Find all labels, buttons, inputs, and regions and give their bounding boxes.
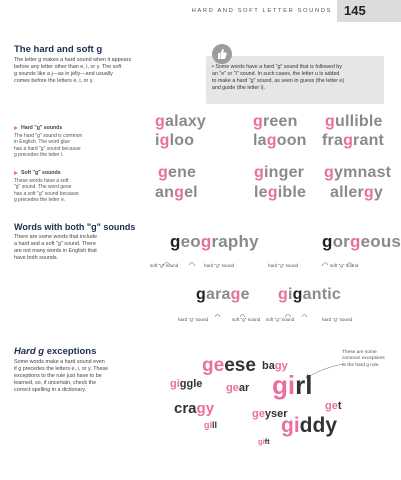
word-garage: garage — [196, 286, 250, 303]
label-gor-hard: hard "g" sound — [268, 263, 299, 268]
word-geese: geese — [202, 355, 256, 376]
thumbs-up-icon — [212, 44, 232, 64]
word-angel: angel — [155, 184, 198, 201]
word-giggle: giggle — [170, 378, 203, 390]
word-gene: gene — [158, 164, 197, 181]
page-number: 145 — [344, 3, 366, 18]
word-gear: gear — [226, 382, 250, 394]
word-galaxy: galaxy — [155, 113, 207, 130]
word-lagoon: lagoon — [253, 132, 307, 149]
exceptions-title: Hard g exceptions — [14, 346, 97, 357]
triangle-bullet-icon — [14, 126, 18, 130]
hard-sounds-text: The hard "g" sound is common in English. The word glue has a hard "g" sound because g precedes the letter l. — [14, 133, 83, 159]
hard-sounds-label: Hard "g" sounds — [14, 125, 62, 131]
section-header: HARD AND SOFT LETTER SOUNDS — [191, 8, 332, 14]
word-gymnast: gymnast — [324, 164, 392, 181]
tip-text: • Some words have a hard "g" sound that is followed by an "e" or "i" sound. In such cases, the letter u is added to make a hard "g" sound, as seen in guess (the letter e) and guide (the letter i). — [212, 64, 345, 91]
label-gar-hard: hard "g" sound — [178, 317, 209, 322]
exceptions-text: Some words make a hard sound even if g precedes the letters e, i, or y. These exceptions to the rule just have to be learned, so, if uncertain, check the correct spelling in a dictionary. — [14, 359, 109, 393]
label-gig-hard: hard "g" sound — [322, 317, 353, 322]
word-gift: gift — [258, 437, 270, 446]
soft-sounds-text: These words have a soft "g" sound. The word gene has a soft "g" sound because g precedes the letter e. — [14, 178, 79, 204]
word-gullible: gullible — [325, 113, 383, 130]
word-ginger: ginger — [254, 164, 305, 181]
both-text: There are some words that include a hard and a soft "g" sound. There are not many words in English that have both sounds. — [14, 234, 97, 261]
intro-title: The hard and soft g — [14, 44, 103, 55]
both-title: Words with both "g" sounds — [14, 222, 136, 232]
word-baggy: bagy — [262, 360, 288, 372]
triangle-bullet-icon — [14, 171, 18, 175]
label-gig-soft: soft "g" sound — [266, 317, 295, 322]
word-geyser: geyser — [252, 408, 288, 420]
word-girl: girl — [272, 370, 313, 400]
word-gill: gill — [204, 420, 218, 430]
word-giddy: giddy — [281, 414, 338, 437]
label-gar-soft: soft "g" sound — [232, 317, 261, 322]
word-geography: geography — [170, 232, 259, 251]
word-green: green — [253, 113, 298, 130]
label-geo-hard: hard "g" sound — [204, 263, 235, 268]
label-geo-soft: soft "g" sound — [150, 263, 179, 268]
label-gor-soft: soft "g" sound — [330, 263, 359, 268]
word-gorgeous: gorgeous — [322, 232, 401, 251]
word-igloo: igloo — [155, 132, 195, 149]
word-gigantic: gigantic — [278, 286, 341, 303]
word-fragrant: fragrant — [322, 132, 385, 149]
word-get: get — [325, 400, 342, 412]
word-allergy: allergy — [330, 184, 384, 201]
intro-text: The letter g makes a hard sound when it appears before any letter other than e, i, or y. The soft g sounds like a j—as in jelly—and usually comes before the letters e, i, or y. — [14, 57, 132, 84]
soft-sounds-label: Soft "g" sounds — [14, 170, 61, 176]
exceptions-note: These are some common exceptions to the hard g rule. — [342, 350, 385, 368]
word-legible: legible — [254, 184, 307, 201]
word-craggy: cragy — [174, 400, 215, 417]
